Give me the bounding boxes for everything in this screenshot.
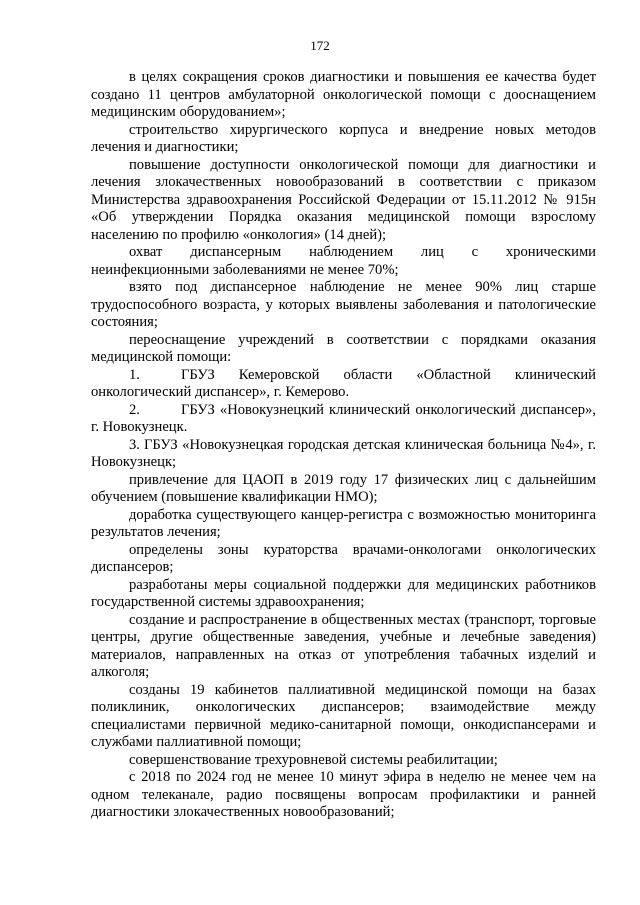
paragraph: с 2018 по 2024 год не менее 10 минут эфира в неделю не менее чем на одном телеканале, радио посвящены вопросам профилактики и ранней диагностики злокачественных новообразований; (91, 769, 596, 820)
paragraph: переоснащение учреждений в соответствии с порядками оказания медицинской помощи: (91, 331, 596, 365)
list-item (91, 437, 596, 472)
list-item-number: 2. (129, 401, 140, 418)
paragraph: привлечение для ЦАОП в 2019 году 17 физических лиц с дальнейшим обучением (повышение квалификации НМО); (91, 471, 596, 505)
list-item (91, 367, 596, 402)
paragraph: строительство хирургического корпуса и внедрение новых методов лечения и диагностики; (91, 121, 596, 155)
list-item (91, 402, 596, 437)
paragraph: доработка существующего канцер-регистра с возможностью мониторинга результатов лечения; (91, 506, 596, 540)
document-body (91, 69, 596, 822)
list-item-text: ГБУЗ «Новокузнецкая городская детская клиническая больница №4», г. Новокузнецк; (91, 436, 596, 470)
list-item-text: ГБУЗ Кемеровской области «Областной клинический онкологический диспансер», г. Кемерово. (91, 366, 596, 400)
paragraph: взято под диспансерное наблюдение не менее 90% лиц старше трудоспособного возраста, у которых выявлены заболевания и патологические состояния; (91, 279, 596, 330)
page-number: 172 (310, 38, 330, 53)
paragraph: создание и распространение в общественных местах (транспорт, торговые центры, другие общественные заведения, учебные и лечебные заведения) материалов, направленных на отказ от употребления табачных изделий и алкоголя; (91, 611, 596, 680)
paragraph: определены зоны кураторства врачами-онкологами онкологических диспансеров; (91, 541, 596, 575)
paragraph: в целях сокращения сроков диагностики и повышения ее качества будет создано 11 центров амбулаторной онкологической помощи с дооснащением медицинским оборудованием»; (91, 69, 596, 120)
paragraph: охват диспансерным наблюдением лиц с хроническими неинфекционными заболеваниями не менее 70%; (91, 244, 596, 278)
paragraph: совершенствование трехуровневой системы реабилитации; (129, 751, 498, 768)
list-item-number: 3. (129, 436, 140, 453)
list-item-text: ГБУЗ «Новокузнецкий клинический онкологический диспансер», г. Новокузнецк. (91, 401, 596, 435)
paragraph: разработаны меры социальной поддержки для медицинских работников государственной системы здравоохранения; (91, 576, 596, 610)
paragraph: повышение доступности онкологической помощи для диагностики и лечения злокачественных новообразований в соответствии с приказом Министерства здравоохранения Российской Федерации от 15.11.2012 № 915н «Об утверждении Порядка оказания медицинской помощи взрослому населению по профилю «онкология» (14 дней); (91, 156, 596, 243)
paragraph: созданы 19 кабинетов паллиативной медицинской помощи на базах поликлиник, онкологических диспансеров; взаимодействие между специалистами первичной медико-санитарной помощи, онкодиспансерами и службами паллиативной помощи; (91, 681, 596, 750)
list-item-number: 1. (129, 366, 140, 383)
